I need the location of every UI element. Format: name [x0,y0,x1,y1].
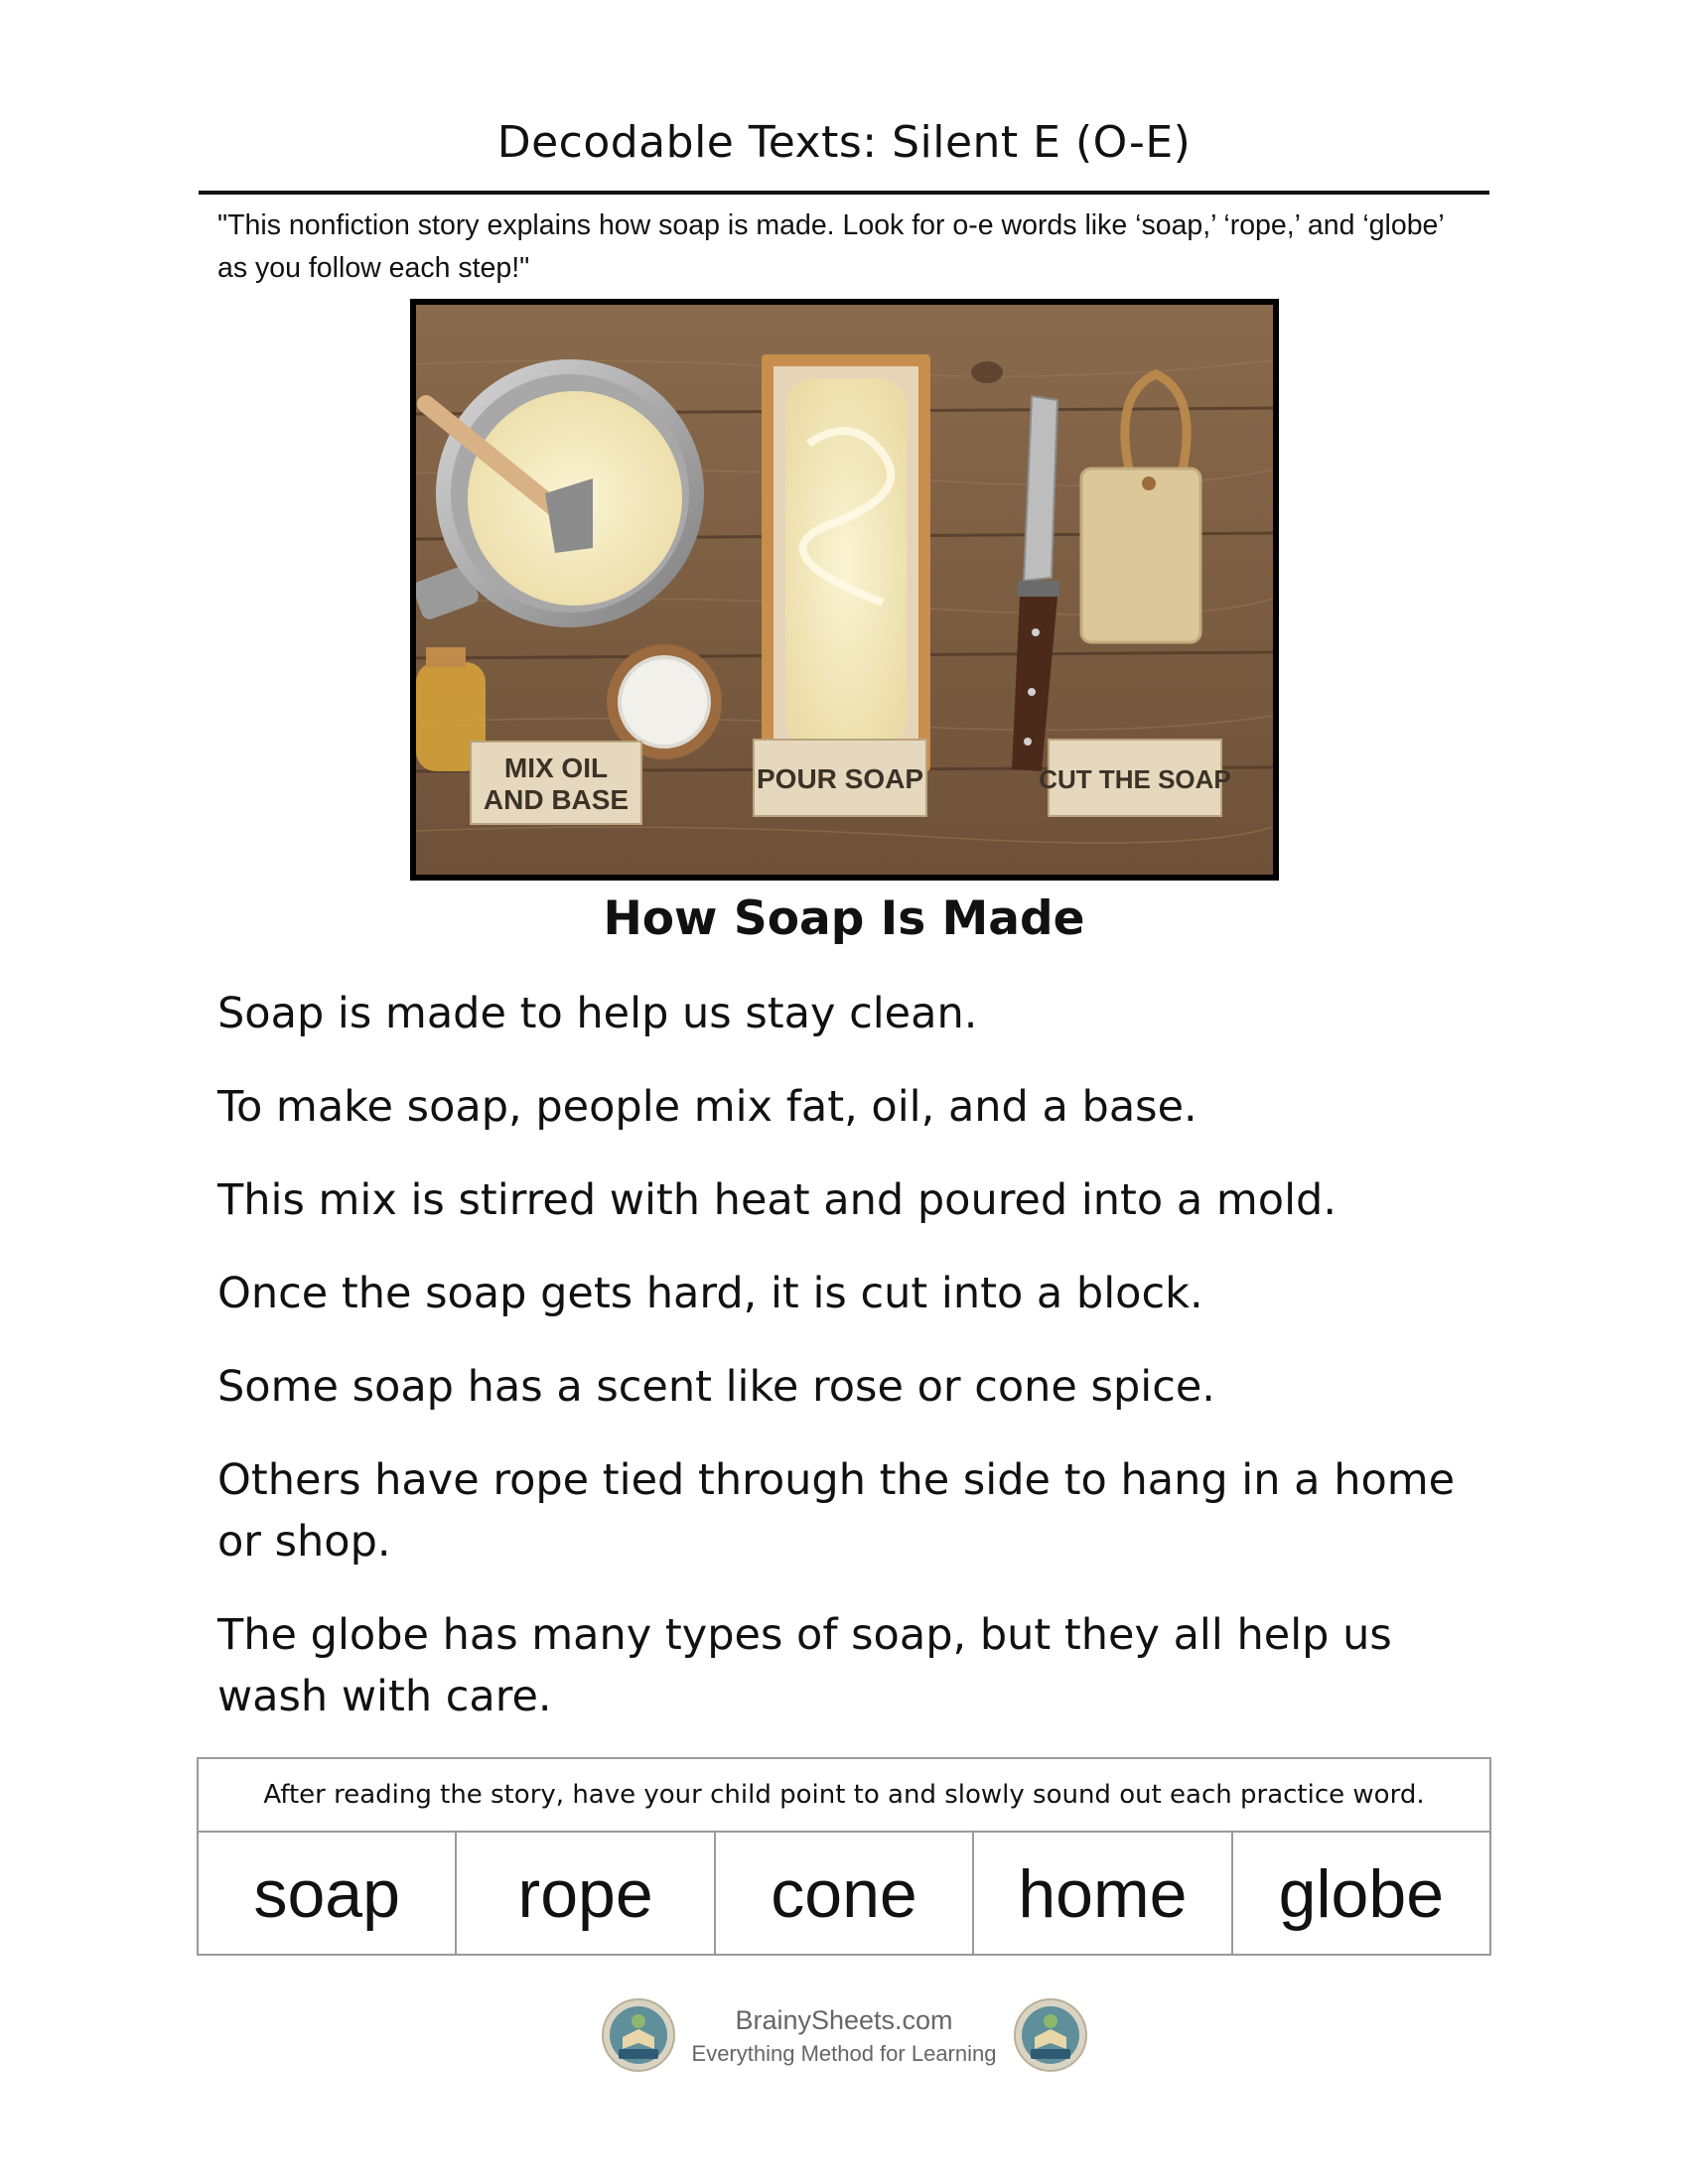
title-divider [199,191,1489,195]
story-sentence: Some soap has a scent like rose or cone spice. [217,1362,1215,1412]
practice-word: cone [716,1833,974,1956]
story-sentence: This mix is stirred with heat and poured into a mold. [217,1175,1337,1225]
story-title: How Soap Is Made [603,891,1085,946]
soap-making-photo [410,299,1279,881]
practice-words-table [197,1757,1491,1956]
practice-word: rope [457,1833,715,1956]
practice-word: home [974,1833,1232,1956]
footer-site-name: BrainySheets.com [735,2005,953,2035]
story-sentence: Others have rope tied through the side to hang in a home or shop. [217,1455,1456,1567]
photo-label-mix-line1: MIX OIL [503,752,609,783]
story-sentence: Soap is made to help us stay clean. [217,989,978,1038]
footer-tagline: Everything Method for Learning [691,2041,997,2066]
story-sentence: The globe has many types of soap, but they all help us wash with care. [217,1610,1392,1721]
intro-text: "This nonfiction story explains how soap is made. Look for o-e words like ‘soap,’ ‘rope,’ and ‘globe’ as you follow each step!" [217,209,1444,284]
practice-word: soap [199,1833,457,1956]
practice-instructions: After reading the story, have your child point to and slowly sound out each practice word. [199,1759,1489,1833]
photo-label-pour: POUR SOAP [756,763,924,794]
brand-logo-icon [1013,1997,1088,2073]
practice-word: globe [1278,1856,1445,1932]
page-title: Decodable Texts: Silent E (O-E) [496,117,1192,168]
photo-label-mix-line2: AND BASE [483,784,630,815]
photo-label-cut: CUT THE SOAP [1039,764,1231,794]
story-sentence: Once the soap gets hard, it is cut into a block. [217,1269,1203,1318]
story-body [217,983,1478,1759]
practice-word-row [199,1833,1489,1956]
footer [596,1995,1092,2085]
brand-logo-icon [601,1997,676,2073]
story-sentence: To make soap, people mix fat, oil, and a base. [217,1082,1197,1132]
